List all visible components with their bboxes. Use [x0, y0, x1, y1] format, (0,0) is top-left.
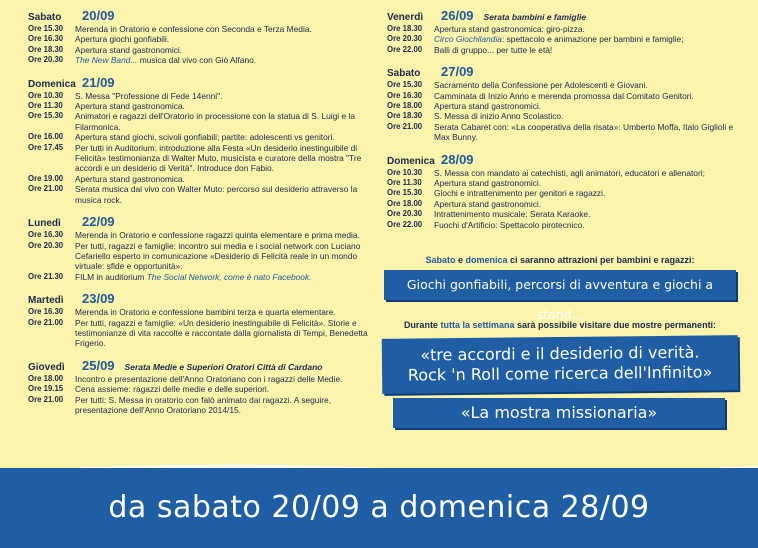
event-text: Per tutti, ragazzi e famiglie: «Un desiderio inestinguibile di Felicità». Storie e testimonianze di vita raccolte e raccontate dalla giornalista di Tempi, Benedetta Frigerio.: [75, 317, 368, 349]
day-block: [387, 152, 737, 230]
day-header: [28, 291, 368, 306]
event-description: [434, 91, 737, 101]
event-text: S. Messa "Professione di Fede 14enni".: [75, 90, 223, 101]
event-row: [28, 241, 368, 272]
day-block: [28, 358, 368, 416]
day-name: Martedì: [28, 295, 64, 307]
day-block: [28, 75, 368, 205]
event-time: Ore 16.30: [28, 34, 64, 44]
event-row: [387, 45, 737, 55]
event-text: Serata Cabaret con: «La cooperativa della risata»: Umberto Moffa, Italo Giglioli e Max Bunny.: [434, 121, 734, 143]
event-description: [75, 241, 368, 272]
day-date: 26/09: [441, 8, 474, 23]
day-subtitle: Serata bambini e famiglie: [483, 12, 587, 22]
event-highlight: Circo Giochilandia: [434, 34, 502, 45]
event-text: Apertura giochi gonfiabili.: [75, 34, 170, 45]
event-row: [28, 384, 368, 394]
event-time: Ore 22.00: [387, 44, 423, 54]
event-time: Ore 20.30: [387, 209, 423, 219]
event-text: Balli di gruppo... per tutte le età!: [434, 44, 553, 55]
attractions-box: Giochi gonfiabili, percorsi di avventura e giochi a stand...: [384, 270, 736, 300]
event-time: Ore 21.00: [28, 317, 64, 327]
event-time: Ore 18.30: [387, 111, 423, 121]
day-header: [28, 358, 368, 373]
event-description: [434, 168, 737, 178]
event-description: [434, 199, 737, 209]
event-text: Fuochi d'Artificio: Spettacolo pirotecnico.: [434, 219, 585, 230]
event-text: Incontro e presentazione dell'Anno Oratoriano con i ragazzi delle Medie.: [75, 373, 343, 384]
date-range-title: da sabato 20/09 a domenica 28/09: [108, 490, 650, 525]
day-header: [387, 8, 737, 23]
event-row: [387, 122, 737, 143]
event-text: Apertura stand gastronomici.: [434, 198, 542, 209]
event-time: Ore 16.00: [28, 132, 64, 142]
event-text: FILM in auditorium: [75, 271, 147, 282]
event-text: Merenda in Oratorio e confessione bambini terza e quarta elementare.: [75, 307, 336, 318]
left-column: [28, 8, 368, 424]
event-description: [434, 101, 737, 111]
event-time: Ore 15.30: [28, 111, 64, 121]
event-highlight: The Social Network, come è nato Facebook.: [146, 271, 312, 282]
event-time: Ore 18.00: [387, 101, 423, 111]
event-row: [387, 101, 737, 111]
day-date: 22/09: [82, 214, 115, 230]
event-description: [434, 178, 737, 188]
exhibition-rock-box: [382, 335, 739, 394]
event-description: [75, 24, 368, 34]
event-time: Ore 18.30: [28, 44, 64, 54]
day-date: 28/09: [441, 151, 474, 167]
event-time: Ore 21.00: [28, 184, 64, 194]
day-block: [387, 64, 737, 142]
event-text: Apertura stand gastronomici.: [434, 101, 542, 112]
event-row: [28, 395, 368, 416]
event-description: [434, 209, 737, 219]
event-text: Per tutti: S. Messa in oratorio con falò animato dai ragazzi. A seguire, presentazione dell'Anno Oratoriano 2014/15.: [75, 394, 332, 415]
event-time: Ore 10.30: [387, 167, 423, 177]
event-time: Ore 18.00: [387, 198, 423, 208]
event-text: Apertura stand giochi, scivoli gonfiabili; partite: adolescenti vs genitori.: [75, 132, 335, 143]
event-time: Ore 10.30: [28, 90, 64, 100]
event-row: [28, 174, 368, 184]
event-time: Ore 16.30: [28, 307, 64, 317]
event-description: [434, 122, 737, 143]
event-row: [387, 199, 737, 209]
event-row: [387, 209, 737, 219]
event-row: [28, 318, 368, 349]
day-header: [28, 75, 368, 90]
event-text: Sacramento della Confessione per Adolescenti e Giovani.: [434, 80, 648, 91]
event-row: [28, 132, 368, 142]
event-text: Intrattenimento musicale: Serata Karaoke.: [434, 209, 591, 220]
event-text: Per tutti in Auditorium: introduzione alla Festa «Un desiderio inestinguibile di Felicità» testimonianza di Walter Muto, musicista e curatore della mostra "Tre accordi e un desiderio di Verità". Introduce don Fabio.: [75, 142, 362, 174]
event-row: [387, 24, 737, 34]
event-row: [28, 24, 368, 34]
event-description: [75, 143, 368, 174]
event-description: [75, 307, 368, 317]
day-name: Sabato: [387, 68, 421, 80]
day-block: [28, 291, 368, 349]
event-row: [387, 188, 737, 198]
event-time: Ore 15.30: [387, 188, 423, 198]
event-time: Ore 18.00: [28, 373, 64, 383]
event-row: [387, 111, 737, 121]
event-description: [75, 374, 368, 384]
day-header: [387, 64, 737, 79]
event-text: Apertura stand gastronomici.: [434, 178, 542, 189]
event-text: musica dal vivo con Giò Alfano.: [137, 55, 257, 66]
exhibition-rock-line2: Rock 'n Roll come ricerca dell'Infinito»: [407, 362, 713, 385]
right-column: [387, 8, 737, 239]
event-description: [75, 45, 368, 55]
event-row: [387, 80, 737, 90]
event-row: [28, 184, 368, 205]
event-time: Ore 16.30: [387, 90, 423, 100]
event-text: Apertura stand gastronomica.: [75, 173, 185, 184]
event-description: [434, 80, 737, 90]
event-description: [434, 34, 737, 44]
event-text: Giochi e intrattenimento per genitori e ragazzi.: [434, 188, 606, 199]
event-time: Ore 17.45: [28, 142, 64, 152]
day-name: Domenica: [387, 155, 435, 167]
event-description: [75, 34, 368, 44]
exhibition-rock-line1: «tre accordi e il desiderio di verità.: [420, 342, 700, 365]
day-block: [28, 214, 368, 282]
event-time: Ore 15.30: [28, 24, 64, 33]
event-time: Ore 19.15: [28, 384, 64, 394]
weekend-attractions-note: Sabato e domenica ci saranno attrazioni per bambini e ragazzi:: [425, 255, 695, 265]
day-header: [28, 214, 368, 229]
event-time: Ore 15.30: [387, 80, 423, 90]
event-description: [434, 111, 737, 121]
event-time: Ore 21.00: [28, 394, 64, 404]
event-text: : spettacolo e animazione per bambini e famiglie;: [501, 34, 684, 45]
day-name: Domenica: [28, 78, 76, 90]
day-block: [387, 8, 737, 55]
event-row: [28, 101, 368, 111]
event-time: Ore 20.30: [387, 34, 423, 44]
event-row: [28, 55, 368, 65]
exhibition-missionary-box: «La mostra missionaria»: [393, 398, 725, 428]
day-subtitle: Serata Medie e Superiori Oratori Città di Cardano: [124, 361, 323, 372]
event-description: [75, 132, 368, 142]
event-text: Animatori e ragazzi dell'Oratorio in processione con la statua di S. Luigi e la Filarmonica.: [75, 111, 355, 132]
event-text: S. Messa di inizio Anno Scolastico.: [434, 111, 564, 122]
day-name: Giovedì: [28, 361, 65, 373]
event-row: [28, 230, 368, 240]
event-text: Per tutti, ragazzi e famiglie: incontro sui media e i social network con Luciano Cefariello esperto in comunicazione «Desiderio di Felicità reale in un mondo virtuale: sfide e opportunità».: [75, 240, 361, 272]
event-time: Ore 20.30: [28, 55, 64, 65]
exhibitions-note: Durante tutta la settimana sarà possibile visitare due mostre permanenti:: [403, 320, 717, 330]
day-name: Sabato: [28, 12, 62, 23]
day-date: 21/09: [82, 74, 115, 90]
day-date: 25/09: [82, 357, 115, 373]
event-description: [434, 45, 737, 55]
event-text: Cena assieme: ragazzi delle medie e delle superiori.: [75, 384, 270, 395]
event-row: [387, 91, 737, 101]
event-row: [28, 272, 368, 282]
event-highlight: The New Band...: [75, 55, 138, 66]
event-row: [28, 45, 368, 55]
event-description: [75, 55, 368, 65]
event-row: [28, 143, 368, 174]
day-date: 20/09: [82, 8, 115, 23]
day-date: 23/09: [82, 291, 115, 307]
event-time: Ore 11.30: [387, 178, 422, 188]
event-time: Ore 21.30: [28, 271, 64, 281]
day-header: [387, 152, 737, 167]
event-text: Apertura stand gastronomica.: [75, 101, 185, 112]
event-time: Ore 16.30: [28, 230, 64, 240]
day-block: [28, 8, 368, 66]
event-description: [75, 395, 368, 416]
event-description: [75, 230, 368, 240]
event-text: Apertura stand gastronomica: giro-pizza.: [434, 24, 585, 34]
day-date: 27/09: [441, 64, 474, 80]
event-time: Ore 11.30: [28, 101, 63, 111]
event-text: Serata musica dal vivo con Walter Muto: percorso sul desiderio attraverso la musica rock.: [75, 184, 358, 205]
event-time: Ore 18.30: [387, 24, 423, 33]
event-text: Merenda in Oratorio e confessione con Seconda e Terza Media.: [75, 24, 312, 34]
event-description: [75, 101, 368, 111]
day-header: [28, 8, 368, 23]
event-description: [75, 384, 368, 394]
event-text: Camminata di Inizio Anno e merenda promossa dal Comitato Genitori.: [434, 90, 694, 101]
event-description: [434, 188, 737, 198]
event-text: Apertura stand gastronomici.: [75, 44, 183, 55]
event-description: [75, 272, 368, 282]
event-text: S. Messa con mandato ai catechisti, agli animatori, educatori e allenatori;: [434, 167, 705, 178]
event-time: Ore 19.00: [28, 173, 64, 183]
event-description: [75, 318, 368, 349]
event-description: [75, 184, 368, 205]
event-row: [387, 178, 737, 188]
event-description: [75, 91, 368, 101]
event-row: [28, 374, 368, 384]
event-row: [28, 111, 368, 132]
event-text: Merenda in Oratorio e confessione ragazzi quinta elementare e prima media.: [75, 230, 360, 241]
event-row: [387, 34, 737, 44]
event-row: [387, 220, 737, 230]
day-name: Venerdì: [387, 12, 424, 23]
event-row: [28, 34, 368, 44]
event-time: Ore 20.30: [28, 240, 64, 250]
event-description: [75, 111, 368, 132]
event-description: [434, 220, 737, 230]
event-row: [28, 307, 368, 317]
event-time: Ore 21.00: [387, 121, 423, 131]
event-row: [387, 168, 737, 178]
event-time: Ore 22.00: [387, 219, 423, 229]
day-name: Lunedì: [28, 218, 61, 230]
event-description: [75, 174, 368, 184]
event-description: [434, 24, 737, 34]
event-row: [28, 91, 368, 101]
